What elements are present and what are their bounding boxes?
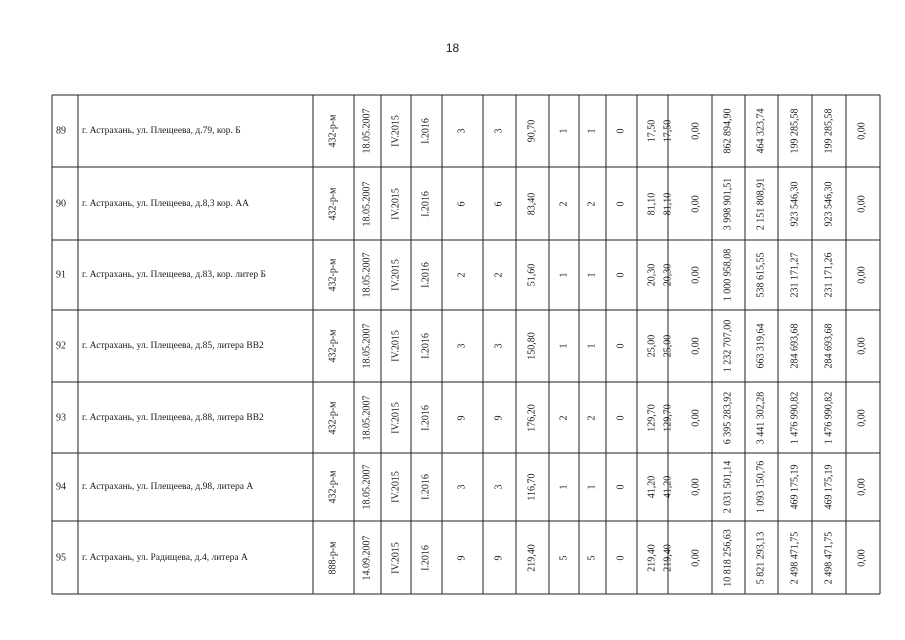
- cell-doc: 432-р-м: [327, 329, 339, 363]
- cell-c4: 1: [586, 128, 598, 134]
- cell-s5: 0,00: [856, 122, 868, 140]
- cell-s3: 231 171,27: [789, 252, 801, 298]
- cell-c3: 2: [558, 415, 570, 420]
- cell-c1: 9: [456, 555, 468, 560]
- cell-q1: IV.2015: [390, 259, 402, 291]
- cell-c1: 2: [456, 272, 468, 278]
- cell-area: 51,60: [526, 263, 538, 287]
- cell-q1: IV.2015: [390, 115, 402, 147]
- row-number: 89: [56, 125, 66, 137]
- cell-c1: 3: [456, 484, 468, 490]
- cell-doc: 432-р-м: [327, 114, 339, 148]
- cell-s5: 0,00: [856, 548, 868, 567]
- row-number: 95: [56, 552, 66, 563]
- address-cell: г. Астрахань, ул. Радищева, д.4, литера А: [82, 552, 248, 563]
- cell-a2: 81,10: [662, 192, 674, 215]
- cell-s1: 6 395 283,92: [722, 391, 734, 444]
- cell-z: 0,00: [690, 337, 702, 355]
- cell-c2: 3: [493, 343, 505, 349]
- cell-q1: IV.2015: [390, 401, 402, 434]
- cell-s1: 2 031 501,14: [722, 460, 734, 514]
- cell-date: 18.05.2007: [361, 252, 373, 298]
- cell-s3: 284 693,68: [789, 323, 801, 369]
- cell-s1: 1 000 958,08: [722, 248, 734, 302]
- cell-z: 0,00: [690, 194, 702, 213]
- cell-c4: 2: [586, 415, 598, 420]
- cell-s1: 862 894,90: [722, 108, 734, 154]
- row-number: 93: [56, 412, 66, 423]
- cell-s2: 5 821 293,13: [755, 531, 767, 584]
- page-number: 18: [445, 41, 460, 55]
- cell-a2: 129,70: [662, 403, 674, 432]
- cell-area: 116,70: [526, 473, 538, 501]
- row-number: 90: [56, 198, 66, 209]
- cell-s5: 0,00: [856, 408, 868, 427]
- cell-c4: 1: [586, 343, 598, 349]
- cell-a1: 81,10: [646, 192, 658, 215]
- cell-area: 176,20: [526, 403, 538, 432]
- cell-doc: 888-р-м: [327, 541, 339, 574]
- cell-c1: 3: [456, 343, 468, 349]
- cell-c4: 1: [586, 484, 598, 490]
- cell-c3: 2: [558, 201, 570, 206]
- cell-a1: 17,50: [646, 119, 658, 143]
- cell-s3: 199 285,58: [789, 108, 801, 154]
- cell-c5: 0: [615, 272, 627, 278]
- cell-a1: 25,00: [646, 334, 658, 358]
- cell-z: 0,00: [690, 478, 702, 496]
- cell-q2: I.2016: [420, 118, 432, 144]
- cell-s4: 284 693,68: [823, 323, 835, 369]
- cell-a1: 129,70: [646, 403, 658, 432]
- cell-a2: 41,20: [662, 475, 674, 499]
- cell-q2: I.2016: [420, 333, 432, 359]
- cell-area: 219,40: [526, 543, 538, 572]
- cell-s1: 10 818 256,63: [722, 528, 734, 587]
- cell-s5: 0,00: [856, 194, 868, 213]
- cell-a2: 25,00: [662, 334, 674, 358]
- cell-c3: 5: [558, 555, 570, 560]
- cell-c1: 6: [456, 201, 468, 206]
- cell-c5: 0: [615, 415, 627, 420]
- cell-c3: 1: [558, 272, 570, 278]
- cell-s3: 469 175,19: [789, 464, 801, 510]
- cell-q2: I.2016: [420, 404, 432, 431]
- cell-s2: 1 093 150,76: [755, 460, 767, 514]
- address-cell: г. Астрахань, ул. Плещеева, д.79, кор. Б: [82, 126, 241, 136]
- cell-c5: 0: [615, 555, 627, 560]
- cell-c3: 1: [558, 484, 570, 490]
- cell-c3: 1: [558, 343, 570, 349]
- cell-q2: I.2016: [420, 474, 432, 500]
- cell-s5: 0,00: [856, 337, 868, 355]
- row-number: 92: [56, 340, 66, 352]
- cell-s3: 1 476 990,82: [789, 391, 801, 444]
- cell-s3: 2 498 471,75: [789, 531, 801, 584]
- cell-s2: 2 151 808,91: [755, 177, 767, 230]
- address-cell: г. Астрахань, ул. Плещеева, д.98, литера А: [82, 482, 254, 492]
- cell-doc: 432-р-м: [327, 470, 339, 504]
- cell-a1: 41,20: [646, 475, 658, 499]
- cell-s2: 538 615,55: [755, 252, 767, 298]
- cell-c5: 0: [615, 484, 627, 490]
- cell-c4: 1: [586, 272, 598, 278]
- cell-z: 0,00: [690, 408, 702, 427]
- cell-s4: 231 171,26: [823, 252, 835, 298]
- cell-s1: 3 998 901,51: [722, 177, 734, 230]
- cell-c2: 6: [493, 201, 505, 206]
- cell-c2: 2: [493, 272, 505, 278]
- cell-s5: 0,00: [856, 266, 868, 284]
- cell-doc: 432-р-м: [327, 258, 339, 292]
- cell-c2: 9: [493, 415, 505, 420]
- cell-c1: 3: [456, 128, 468, 134]
- cell-a2: 219,40: [662, 543, 674, 572]
- cell-c1: 9: [456, 415, 468, 420]
- cell-date: 18.05.2007: [361, 464, 373, 510]
- cell-area: 150,80: [526, 332, 538, 360]
- cell-s1: 1 232 707,00: [722, 319, 734, 373]
- cell-area: 83,40: [526, 192, 538, 215]
- cell-z: 0,00: [690, 122, 702, 140]
- cell-s5: 0,00: [856, 478, 868, 496]
- cell-z: 0,00: [690, 548, 702, 567]
- cell-date: 18.05.2007: [361, 395, 373, 440]
- row-number: 91: [56, 269, 66, 281]
- cell-c3: 1: [558, 128, 570, 134]
- cell-a1: 219,40: [646, 543, 658, 572]
- cell-a1: 20,30: [646, 263, 658, 287]
- cell-q2: I.2016: [420, 262, 432, 288]
- row-number: 94: [56, 481, 66, 493]
- cell-s2: 663 319,64: [755, 323, 767, 369]
- cell-c5: 0: [615, 128, 627, 134]
- cell-date: 18.05.2007: [361, 181, 373, 226]
- cell-q1: IV.2015: [390, 541, 402, 574]
- cell-c5: 0: [615, 201, 627, 206]
- cell-s2: 3 441 302,28: [755, 391, 767, 444]
- cell-date: 14.09.2007: [361, 535, 373, 580]
- address-cell: г. Астрахань, ул. Плещеева, д.85, литера ВВ2: [82, 341, 264, 351]
- cell-s4: 1 476 990,82: [823, 391, 835, 444]
- address-cell: г. Астрахань, ул. Плещеева, д.83, кор. литер Б: [82, 270, 266, 280]
- cell-q2: I.2016: [420, 544, 432, 571]
- cell-c4: 5: [586, 555, 598, 560]
- cell-a2: 17,50: [662, 119, 674, 143]
- cell-q2: I.2016: [420, 190, 432, 217]
- cell-doc: 432-р-м: [327, 187, 339, 220]
- cell-s4: 923 546,30: [823, 181, 835, 226]
- cell-c4: 2: [586, 201, 598, 206]
- cell-q1: IV.2015: [390, 187, 402, 220]
- cell-z: 0,00: [690, 266, 702, 284]
- cell-s4: 199 285,58: [823, 108, 835, 154]
- cell-c2: 3: [493, 128, 505, 134]
- cell-a2: 20,30: [662, 263, 674, 287]
- cell-c2: 9: [493, 555, 505, 560]
- cell-c2: 3: [493, 484, 505, 490]
- address-cell: г. Астрахань, ул. Плещеева, д.88, литера ВВ2: [82, 412, 264, 423]
- cell-s2: 464 323,74: [755, 108, 767, 154]
- cell-date: 18.05.2007: [361, 108, 373, 154]
- cell-area: 90,70: [526, 119, 538, 143]
- cell-c5: 0: [615, 343, 627, 349]
- cell-date: 18.05.2007: [361, 323, 373, 369]
- cell-q1: IV.2015: [390, 330, 402, 362]
- cell-doc: 432-р-м: [327, 401, 339, 434]
- address-cell: г. Астрахань, ул. Плещеева, д.8,3 кор. АА: [82, 198, 249, 209]
- cell-q1: IV.2015: [390, 471, 402, 503]
- cell-s4: 469 175,19: [823, 464, 835, 510]
- cell-s3: 923 546,30: [789, 181, 801, 226]
- cell-s4: 2 498 471,75: [823, 531, 835, 584]
